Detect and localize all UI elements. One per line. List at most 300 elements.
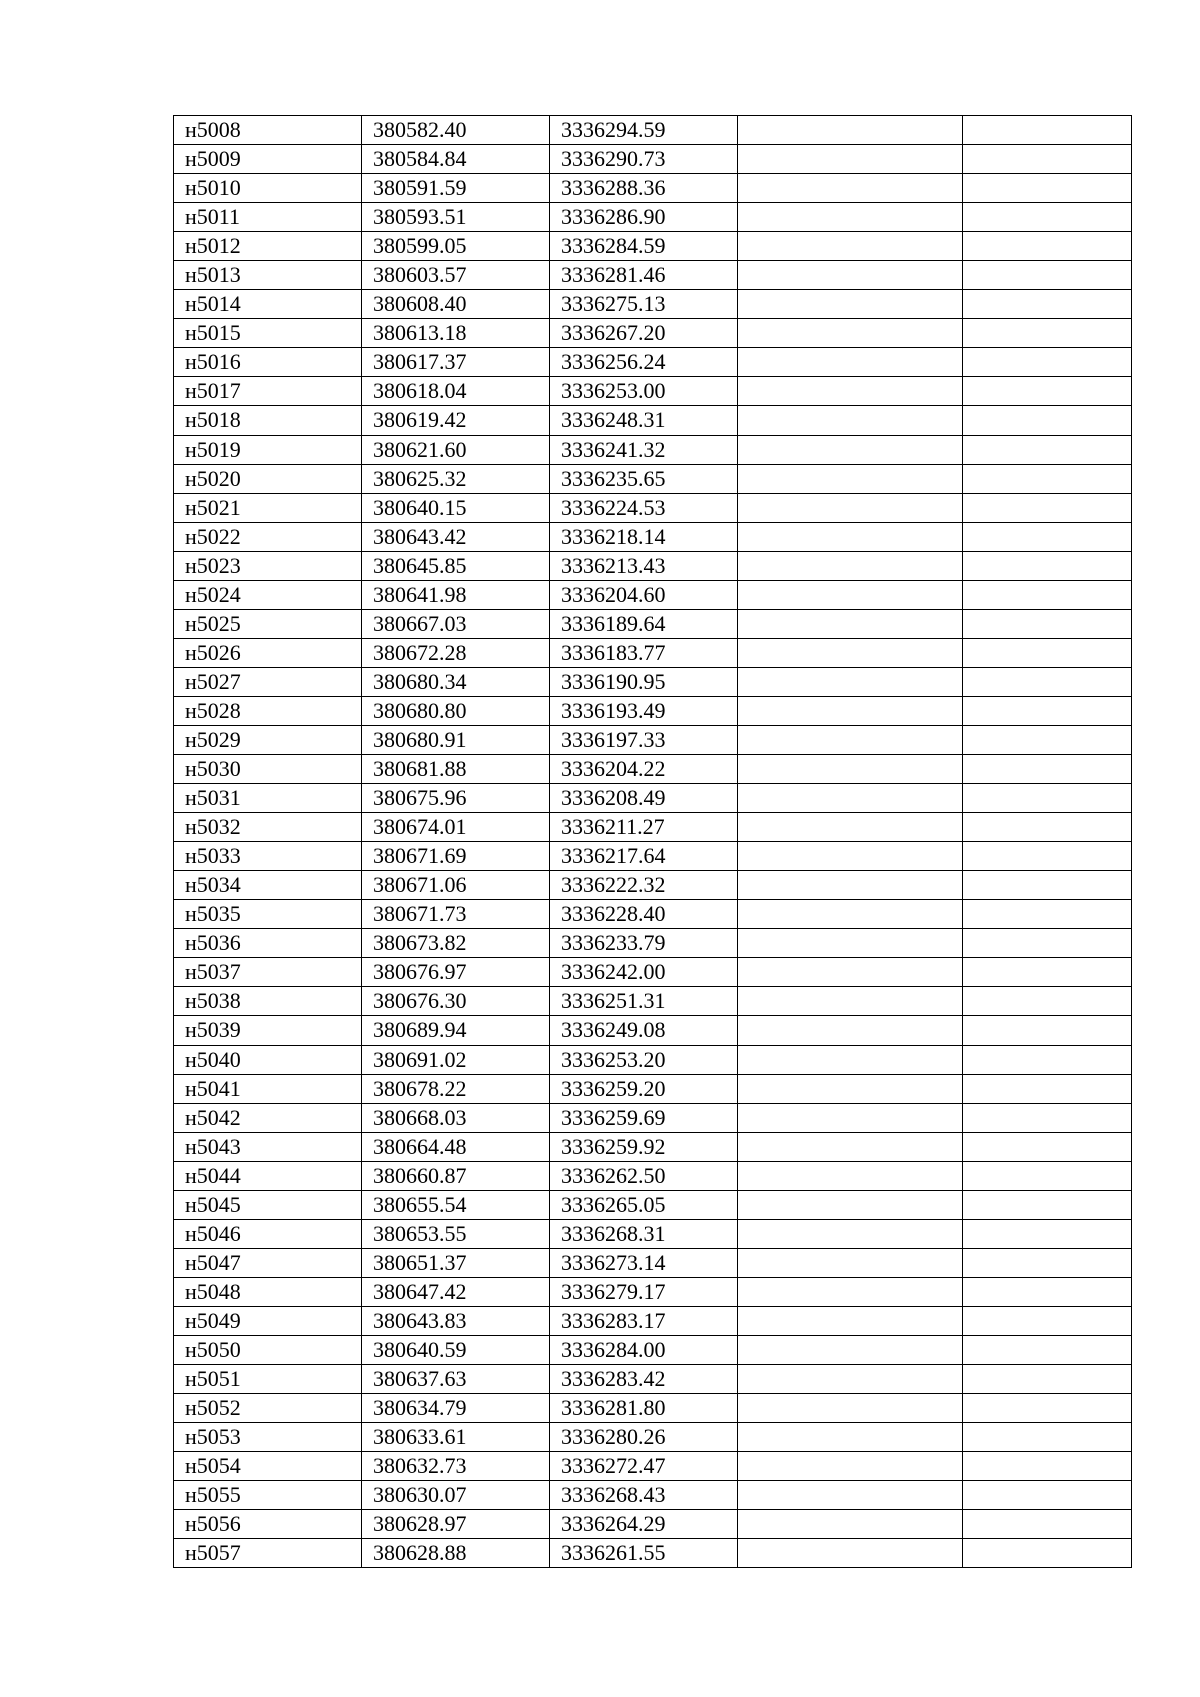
empty-cell-5 (963, 1103, 1132, 1132)
point-id-cell: н5049 (174, 1306, 362, 1335)
point-id-cell: н5053 (174, 1423, 362, 1452)
x-coordinate-cell: 380640.15 (362, 493, 550, 522)
point-id-cell: н5051 (174, 1365, 362, 1394)
table-row (174, 1335, 1132, 1364)
point-id-cell: н5038 (174, 987, 362, 1016)
y-coordinate-cell: 3336294.59 (550, 116, 738, 145)
x-coordinate-cell: 380651.37 (362, 1248, 550, 1277)
empty-cell-5 (963, 203, 1132, 232)
y-coordinate-cell: 3336261.55 (550, 1539, 738, 1568)
x-coordinate-cell: 380591.59 (362, 174, 550, 203)
point-id-cell: н5031 (174, 784, 362, 813)
empty-cell-5 (963, 987, 1132, 1016)
empty-cell-5 (963, 755, 1132, 784)
x-coordinate-cell: 380680.34 (362, 667, 550, 696)
table-row (174, 1248, 1132, 1277)
empty-cell-4 (738, 755, 963, 784)
y-coordinate-cell: 3336288.36 (550, 174, 738, 203)
table-row (174, 871, 1132, 900)
empty-cell-4 (738, 1045, 963, 1074)
x-coordinate-cell: 380671.73 (362, 900, 550, 929)
x-coordinate-cell: 380673.82 (362, 929, 550, 958)
x-coordinate-cell: 380603.57 (362, 261, 550, 290)
x-coordinate-cell: 380678.22 (362, 1074, 550, 1103)
x-coordinate-cell: 380625.32 (362, 464, 550, 493)
x-coordinate-cell: 380653.55 (362, 1219, 550, 1248)
point-id-cell: н5043 (174, 1132, 362, 1161)
empty-cell-4 (738, 609, 963, 638)
y-coordinate-cell: 3336249.08 (550, 1016, 738, 1045)
empty-cell-4 (738, 1016, 963, 1045)
empty-cell-4 (738, 813, 963, 842)
empty-cell-4 (738, 1539, 963, 1568)
table-row (174, 1394, 1132, 1423)
empty-cell-4 (738, 580, 963, 609)
table-row (174, 1539, 1132, 1568)
x-coordinate-cell: 380689.94 (362, 1016, 550, 1045)
y-coordinate-cell: 3336279.17 (550, 1277, 738, 1306)
empty-cell-4 (738, 406, 963, 435)
point-id-cell: н5029 (174, 725, 362, 754)
y-coordinate-cell: 3336259.69 (550, 1103, 738, 1132)
empty-cell-4 (738, 1306, 963, 1335)
y-coordinate-cell: 3336290.73 (550, 145, 738, 174)
empty-cell-4 (738, 1190, 963, 1219)
point-id-cell: н5022 (174, 522, 362, 551)
point-id-cell: н5028 (174, 696, 362, 725)
table-row (174, 1452, 1132, 1481)
table-row (174, 900, 1132, 929)
point-id-cell: н5025 (174, 609, 362, 638)
x-coordinate-cell: 380621.60 (362, 435, 550, 464)
point-id-cell: н5010 (174, 174, 362, 203)
empty-cell-5 (963, 1219, 1132, 1248)
x-coordinate-cell: 380628.88 (362, 1539, 550, 1568)
table-row (174, 1277, 1132, 1306)
empty-cell-5 (963, 1277, 1132, 1306)
point-id-cell: н5020 (174, 464, 362, 493)
point-id-cell: н5012 (174, 232, 362, 261)
empty-cell-5 (963, 551, 1132, 580)
x-coordinate-cell: 380668.03 (362, 1103, 550, 1132)
empty-cell-5 (963, 319, 1132, 348)
table-row (174, 1016, 1132, 1045)
x-coordinate-cell: 380664.48 (362, 1132, 550, 1161)
x-coordinate-cell: 380584.84 (362, 145, 550, 174)
empty-cell-4 (738, 319, 963, 348)
empty-cell-5 (963, 1306, 1132, 1335)
table-row (174, 667, 1132, 696)
empty-cell-4 (738, 261, 963, 290)
y-coordinate-cell: 3336253.20 (550, 1045, 738, 1074)
empty-cell-4 (738, 958, 963, 987)
empty-cell-4 (738, 1248, 963, 1277)
point-id-cell: н5047 (174, 1248, 362, 1277)
empty-cell-4 (738, 232, 963, 261)
empty-cell-5 (963, 871, 1132, 900)
table-row (174, 784, 1132, 813)
empty-cell-4 (738, 116, 963, 145)
y-coordinate-cell: 3336281.46 (550, 261, 738, 290)
empty-cell-4 (738, 464, 963, 493)
empty-cell-5 (963, 1132, 1132, 1161)
empty-cell-4 (738, 551, 963, 580)
x-coordinate-cell: 380681.88 (362, 755, 550, 784)
empty-cell-5 (963, 1452, 1132, 1481)
table-row (174, 1045, 1132, 1074)
y-coordinate-cell: 3336283.42 (550, 1365, 738, 1394)
x-coordinate-cell: 380593.51 (362, 203, 550, 232)
y-coordinate-cell: 3336183.77 (550, 638, 738, 667)
y-coordinate-cell: 3336264.29 (550, 1510, 738, 1539)
empty-cell-5 (963, 435, 1132, 464)
x-coordinate-cell: 380634.79 (362, 1394, 550, 1423)
x-coordinate-cell: 380641.98 (362, 580, 550, 609)
empty-cell-4 (738, 1161, 963, 1190)
x-coordinate-cell: 380628.97 (362, 1510, 550, 1539)
x-coordinate-cell: 380599.05 (362, 232, 550, 261)
table-row (174, 348, 1132, 377)
empty-cell-5 (963, 1539, 1132, 1568)
empty-cell-4 (738, 1481, 963, 1510)
empty-cell-5 (963, 667, 1132, 696)
y-coordinate-cell: 3336284.00 (550, 1335, 738, 1364)
y-coordinate-cell: 3336211.27 (550, 813, 738, 842)
point-id-cell: н5036 (174, 929, 362, 958)
empty-cell-5 (963, 638, 1132, 667)
point-id-cell: н5044 (174, 1161, 362, 1190)
y-coordinate-cell: 3336197.33 (550, 725, 738, 754)
empty-cell-4 (738, 435, 963, 464)
point-id-cell: н5011 (174, 203, 362, 232)
x-coordinate-cell: 380633.61 (362, 1423, 550, 1452)
empty-cell-4 (738, 1103, 963, 1132)
x-coordinate-cell: 380671.69 (362, 842, 550, 871)
point-id-cell: н5040 (174, 1045, 362, 1074)
empty-cell-5 (963, 377, 1132, 406)
y-coordinate-cell: 3336268.43 (550, 1481, 738, 1510)
empty-cell-5 (963, 464, 1132, 493)
x-coordinate-cell: 380619.42 (362, 406, 550, 435)
point-id-cell: н5009 (174, 145, 362, 174)
point-id-cell: н5045 (174, 1190, 362, 1219)
y-coordinate-cell: 3336253.00 (550, 377, 738, 406)
y-coordinate-cell: 3336190.95 (550, 667, 738, 696)
point-id-cell: н5048 (174, 1277, 362, 1306)
point-id-cell: н5054 (174, 1452, 362, 1481)
coordinates-table-body (174, 116, 1132, 1568)
empty-cell-4 (738, 696, 963, 725)
y-coordinate-cell: 3336281.80 (550, 1394, 738, 1423)
point-id-cell: н5034 (174, 871, 362, 900)
empty-cell-4 (738, 348, 963, 377)
y-coordinate-cell: 3336235.65 (550, 464, 738, 493)
y-coordinate-cell: 3336267.20 (550, 319, 738, 348)
table-row (174, 1510, 1132, 1539)
table-row (174, 145, 1132, 174)
empty-cell-4 (738, 1219, 963, 1248)
empty-cell-5 (963, 580, 1132, 609)
table-row (174, 174, 1132, 203)
table-row (174, 406, 1132, 435)
empty-cell-5 (963, 1074, 1132, 1103)
point-id-cell: н5013 (174, 261, 362, 290)
table-row (174, 1423, 1132, 1452)
y-coordinate-cell: 3336193.49 (550, 696, 738, 725)
x-coordinate-cell: 380676.30 (362, 987, 550, 1016)
y-coordinate-cell: 3336248.31 (550, 406, 738, 435)
x-coordinate-cell: 380617.37 (362, 348, 550, 377)
empty-cell-5 (963, 1161, 1132, 1190)
table-row (174, 1306, 1132, 1335)
empty-cell-5 (963, 1423, 1132, 1452)
empty-cell-5 (963, 1016, 1132, 1045)
point-id-cell: н5027 (174, 667, 362, 696)
empty-cell-5 (963, 145, 1132, 174)
point-id-cell: н5041 (174, 1074, 362, 1103)
table-row (174, 493, 1132, 522)
point-id-cell: н5023 (174, 551, 362, 580)
table-row (174, 203, 1132, 232)
empty-cell-4 (738, 290, 963, 319)
empty-cell-4 (738, 1074, 963, 1103)
point-id-cell: н5057 (174, 1539, 362, 1568)
empty-cell-5 (963, 116, 1132, 145)
empty-cell-4 (738, 667, 963, 696)
y-coordinate-cell: 3336256.24 (550, 348, 738, 377)
y-coordinate-cell: 3336208.49 (550, 784, 738, 813)
empty-cell-4 (738, 842, 963, 871)
point-id-cell: н5032 (174, 813, 362, 842)
empty-cell-5 (963, 842, 1132, 871)
empty-cell-5 (963, 1394, 1132, 1423)
empty-cell-5 (963, 348, 1132, 377)
empty-cell-5 (963, 900, 1132, 929)
table-row (174, 1481, 1132, 1510)
point-id-cell: н5016 (174, 348, 362, 377)
x-coordinate-cell: 380680.80 (362, 696, 550, 725)
x-coordinate-cell: 380667.03 (362, 609, 550, 638)
empty-cell-4 (738, 1277, 963, 1306)
x-coordinate-cell: 380632.73 (362, 1452, 550, 1481)
point-id-cell: н5024 (174, 580, 362, 609)
x-coordinate-cell: 380643.42 (362, 522, 550, 551)
y-coordinate-cell: 3336251.31 (550, 987, 738, 1016)
table-row (174, 1103, 1132, 1132)
table-row (174, 725, 1132, 754)
point-id-cell: н5021 (174, 493, 362, 522)
y-coordinate-cell: 3336272.47 (550, 1452, 738, 1481)
y-coordinate-cell: 3336217.64 (550, 842, 738, 871)
y-coordinate-cell: 3336228.40 (550, 900, 738, 929)
x-coordinate-cell: 380680.91 (362, 725, 550, 754)
empty-cell-5 (963, 522, 1132, 551)
point-id-cell: н5050 (174, 1335, 362, 1364)
y-coordinate-cell: 3336268.31 (550, 1219, 738, 1248)
x-coordinate-cell: 380645.85 (362, 551, 550, 580)
empty-cell-5 (963, 174, 1132, 203)
empty-cell-4 (738, 174, 963, 203)
y-coordinate-cell: 3336283.17 (550, 1306, 738, 1335)
empty-cell-5 (963, 1190, 1132, 1219)
empty-cell-5 (963, 232, 1132, 261)
y-coordinate-cell: 3336286.90 (550, 203, 738, 232)
empty-cell-5 (963, 696, 1132, 725)
x-coordinate-cell: 380608.40 (362, 290, 550, 319)
y-coordinate-cell: 3336204.22 (550, 755, 738, 784)
point-id-cell: н5030 (174, 755, 362, 784)
empty-cell-4 (738, 377, 963, 406)
x-coordinate-cell: 380643.83 (362, 1306, 550, 1335)
table-row (174, 464, 1132, 493)
x-coordinate-cell: 380671.06 (362, 871, 550, 900)
y-coordinate-cell: 3336273.14 (550, 1248, 738, 1277)
table-row (174, 232, 1132, 261)
x-coordinate-cell: 380672.28 (362, 638, 550, 667)
x-coordinate-cell: 380655.54 (362, 1190, 550, 1219)
point-id-cell: н5037 (174, 958, 362, 987)
empty-cell-4 (738, 203, 963, 232)
empty-cell-4 (738, 1394, 963, 1423)
y-coordinate-cell: 3336218.14 (550, 522, 738, 551)
table-row (174, 377, 1132, 406)
table-row (174, 755, 1132, 784)
point-id-cell: н5046 (174, 1219, 362, 1248)
table-row (174, 319, 1132, 348)
table-row (174, 696, 1132, 725)
x-coordinate-cell: 380613.18 (362, 319, 550, 348)
point-id-cell: н5035 (174, 900, 362, 929)
empty-cell-4 (738, 522, 963, 551)
empty-cell-4 (738, 987, 963, 1016)
table-row (174, 522, 1132, 551)
point-id-cell: н5026 (174, 638, 362, 667)
table-row (174, 609, 1132, 638)
empty-cell-5 (963, 1335, 1132, 1364)
y-coordinate-cell: 3336259.92 (550, 1132, 738, 1161)
empty-cell-4 (738, 871, 963, 900)
empty-cell-5 (963, 493, 1132, 522)
x-coordinate-cell: 380676.97 (362, 958, 550, 987)
empty-cell-5 (963, 1045, 1132, 1074)
empty-cell-4 (738, 784, 963, 813)
empty-cell-5 (963, 1481, 1132, 1510)
point-id-cell: н5015 (174, 319, 362, 348)
empty-cell-4 (738, 145, 963, 174)
empty-cell-5 (963, 958, 1132, 987)
empty-cell-5 (963, 929, 1132, 958)
point-id-cell: н5056 (174, 1510, 362, 1539)
point-id-cell: н5018 (174, 406, 362, 435)
table-row (174, 261, 1132, 290)
empty-cell-4 (738, 1423, 963, 1452)
empty-cell-5 (963, 406, 1132, 435)
x-coordinate-cell: 380630.07 (362, 1481, 550, 1510)
y-coordinate-cell: 3336284.59 (550, 232, 738, 261)
table-row (174, 638, 1132, 667)
x-coordinate-cell: 380674.01 (362, 813, 550, 842)
x-coordinate-cell: 380640.59 (362, 1335, 550, 1364)
empty-cell-5 (963, 1365, 1132, 1394)
table-row (174, 1161, 1132, 1190)
y-coordinate-cell: 3336241.32 (550, 435, 738, 464)
table-row (174, 1074, 1132, 1103)
y-coordinate-cell: 3336233.79 (550, 929, 738, 958)
x-coordinate-cell: 380618.04 (362, 377, 550, 406)
table-row (174, 813, 1132, 842)
table-row (174, 987, 1132, 1016)
empty-cell-4 (738, 1365, 963, 1394)
empty-cell-4 (738, 638, 963, 667)
table-row (174, 958, 1132, 987)
y-coordinate-cell: 3336242.00 (550, 958, 738, 987)
y-coordinate-cell: 3336262.50 (550, 1161, 738, 1190)
empty-cell-5 (963, 784, 1132, 813)
point-id-cell: н5052 (174, 1394, 362, 1423)
empty-cell-5 (963, 290, 1132, 319)
y-coordinate-cell: 3336222.32 (550, 871, 738, 900)
table-row (174, 842, 1132, 871)
empty-cell-4 (738, 725, 963, 754)
table-row (174, 1219, 1132, 1248)
empty-cell-4 (738, 1335, 963, 1364)
table-row (174, 580, 1132, 609)
y-coordinate-cell: 3336204.60 (550, 580, 738, 609)
empty-cell-4 (738, 1132, 963, 1161)
point-id-cell: н5055 (174, 1481, 362, 1510)
point-id-cell: н5014 (174, 290, 362, 319)
empty-cell-4 (738, 929, 963, 958)
x-coordinate-cell: 380660.87 (362, 1161, 550, 1190)
empty-cell-4 (738, 1510, 963, 1539)
table-row (174, 1132, 1132, 1161)
table-row (174, 929, 1132, 958)
point-id-cell: н5017 (174, 377, 362, 406)
empty-cell-5 (963, 725, 1132, 754)
table-row (174, 290, 1132, 319)
point-id-cell: н5042 (174, 1103, 362, 1132)
point-id-cell: н5019 (174, 435, 362, 464)
table-row (174, 1190, 1132, 1219)
empty-cell-5 (963, 609, 1132, 638)
empty-cell-4 (738, 493, 963, 522)
point-id-cell: н5033 (174, 842, 362, 871)
y-coordinate-cell: 3336224.53 (550, 493, 738, 522)
x-coordinate-cell: 380691.02 (362, 1045, 550, 1074)
empty-cell-5 (963, 261, 1132, 290)
table-row (174, 551, 1132, 580)
point-id-cell: н5039 (174, 1016, 362, 1045)
table-row (174, 1365, 1132, 1394)
y-coordinate-cell: 3336213.43 (550, 551, 738, 580)
y-coordinate-cell: 3336259.20 (550, 1074, 738, 1103)
coordinates-table (173, 115, 1132, 1568)
empty-cell-5 (963, 1510, 1132, 1539)
y-coordinate-cell: 3336275.13 (550, 290, 738, 319)
table-row (174, 116, 1132, 145)
y-coordinate-cell: 3336280.26 (550, 1423, 738, 1452)
y-coordinate-cell: 3336265.05 (550, 1190, 738, 1219)
empty-cell-4 (738, 900, 963, 929)
empty-cell-5 (963, 813, 1132, 842)
x-coordinate-cell: 380637.63 (362, 1365, 550, 1394)
x-coordinate-cell: 380582.40 (362, 116, 550, 145)
y-coordinate-cell: 3336189.64 (550, 609, 738, 638)
x-coordinate-cell: 380647.42 (362, 1277, 550, 1306)
empty-cell-5 (963, 1248, 1132, 1277)
empty-cell-4 (738, 1452, 963, 1481)
table-row (174, 435, 1132, 464)
